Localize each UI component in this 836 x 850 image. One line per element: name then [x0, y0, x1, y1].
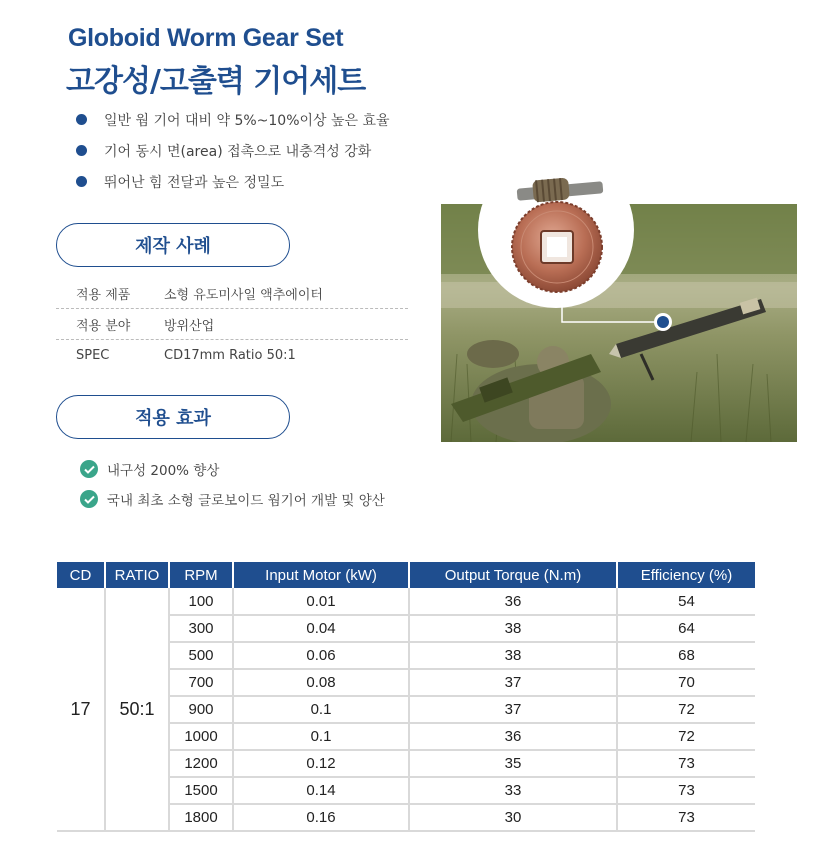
- bullet-dot-icon: [76, 176, 87, 187]
- input-cell: 0.01: [233, 588, 409, 615]
- input-cell: 0.1: [233, 723, 409, 750]
- header-ratio: RATIO: [105, 562, 169, 588]
- feature-list: [76, 104, 390, 197]
- title-english: Globoid Worm Gear Set: [68, 24, 344, 52]
- input-cell: 0.06: [233, 642, 409, 669]
- performance-table: [57, 562, 755, 832]
- rpm-cell: 700: [169, 669, 233, 696]
- rpm-cell: 1000: [169, 723, 233, 750]
- rpm-cell: 1200: [169, 750, 233, 777]
- feature-text: 기어 동시 면(area) 접촉으로 내충격성 강화: [104, 143, 372, 160]
- torque-cell: 37: [409, 696, 617, 723]
- spec-row: [56, 309, 408, 340]
- spec-key: SPEC: [76, 348, 110, 363]
- header-cd: CD: [57, 562, 105, 588]
- efficiency-cell: 54: [617, 588, 755, 615]
- table-row: [57, 588, 755, 615]
- ratio-cell: 50:1: [105, 588, 169, 831]
- check-circle-icon: [80, 460, 98, 478]
- torque-cell: 36: [409, 588, 617, 615]
- torque-cell: 38: [409, 642, 617, 669]
- header-rpm: RPM: [169, 562, 233, 588]
- spec-row: [56, 278, 408, 309]
- input-cell: 0.16: [233, 804, 409, 831]
- case-section-title: 제작 사례: [56, 223, 290, 267]
- header-output-torque: Output Torque (N.m): [409, 562, 617, 588]
- efficiency-cell: 73: [617, 750, 755, 777]
- efficiency-cell: 73: [617, 777, 755, 804]
- spec-key: 적용 제품: [76, 287, 131, 303]
- effect-item: [80, 454, 385, 484]
- effect-section-title: 적용 효과: [56, 395, 290, 439]
- input-cell: 0.12: [233, 750, 409, 777]
- feature-item: [76, 166, 390, 197]
- rpm-cell: 100: [169, 588, 233, 615]
- torque-cell: 37: [409, 669, 617, 696]
- efficiency-cell: 68: [617, 642, 755, 669]
- bullet-dot-icon: [76, 145, 87, 156]
- feature-item: [76, 135, 390, 166]
- spec-value: 소형 유도미사일 액추에이터: [164, 287, 323, 303]
- efficiency-cell: 73: [617, 804, 755, 831]
- input-cell: 0.08: [233, 669, 409, 696]
- spec-value: CD17mm Ratio 50:1: [164, 348, 296, 363]
- case-spec-list: [56, 278, 408, 371]
- spec-key: 적용 분야: [76, 318, 131, 334]
- feature-text: 일반 웜 기어 대비 약 5%~10%이상 높은 효율: [104, 112, 390, 129]
- torque-cell: 38: [409, 615, 617, 642]
- torque-cell: 33: [409, 777, 617, 804]
- input-cell: 0.14: [233, 777, 409, 804]
- efficiency-cell: 72: [617, 723, 755, 750]
- efficiency-cell: 64: [617, 615, 755, 642]
- torque-cell: 35: [409, 750, 617, 777]
- efficiency-cell: 70: [617, 669, 755, 696]
- header-efficiency: Efficiency (%): [617, 562, 755, 588]
- effect-text: 내구성 200% 향상: [107, 463, 220, 479]
- effect-text: 국내 최초 소형 글로보이드 웜기어 개발 및 양산: [107, 493, 385, 509]
- input-cell: 0.04: [233, 615, 409, 642]
- worm-gear-inset: [477, 151, 635, 309]
- rpm-cell: 500: [169, 642, 233, 669]
- bullet-dot-icon: [76, 114, 87, 125]
- input-cell: 0.1: [233, 696, 409, 723]
- torque-cell: 36: [409, 723, 617, 750]
- rpm-cell: 1800: [169, 804, 233, 831]
- rpm-cell: 900: [169, 696, 233, 723]
- rpm-cell: 1500: [169, 777, 233, 804]
- torque-cell: 30: [409, 804, 617, 831]
- title-korean: 고강성/고출력 기어세트: [66, 64, 366, 99]
- header-input-motor: Input Motor (kW): [233, 562, 409, 588]
- feature-text: 뛰어난 힘 전달과 높은 정밀도: [104, 174, 285, 191]
- effect-list: [80, 454, 385, 514]
- feature-item: [76, 104, 390, 135]
- spec-value: 방위산업: [164, 318, 215, 334]
- spec-row: [56, 340, 408, 371]
- cd-cell: 17: [57, 588, 105, 831]
- efficiency-cell: 72: [617, 696, 755, 723]
- check-circle-icon: [80, 490, 98, 508]
- rpm-cell: 300: [169, 615, 233, 642]
- table-header-row: [57, 562, 755, 588]
- effect-item: [80, 484, 385, 514]
